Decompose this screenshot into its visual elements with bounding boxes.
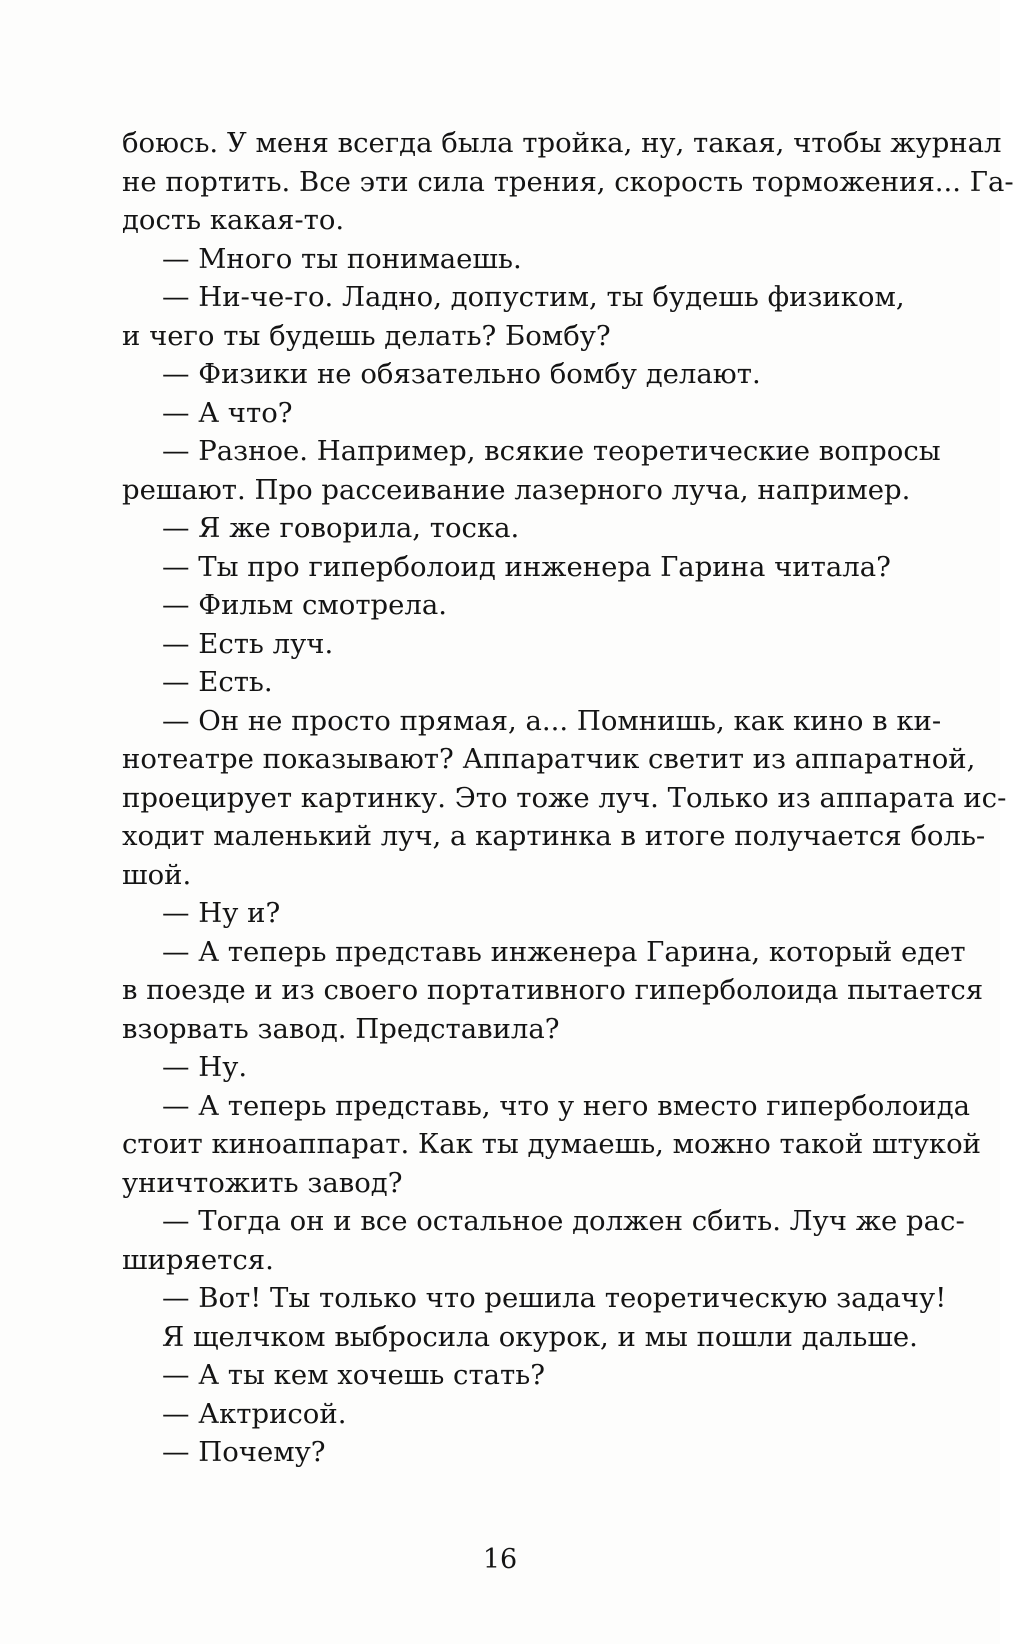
text-line: — Физики не обязательно бомбу делают. bbox=[162, 358, 761, 390]
text-line: — Почему? bbox=[162, 1436, 326, 1468]
text-line: боюсь. У меня всегда была тройка, ну, такая, чтобы журнал bbox=[122, 127, 1002, 159]
text-line: — Фильм смотрела. bbox=[162, 589, 448, 621]
text-line: Я щелчком выбросила окурок, и мы пошли дальше. bbox=[162, 1320, 918, 1353]
text-line: — А теперь представь инженера Гарина, который едет bbox=[162, 935, 966, 968]
text-line: не портить. Все эти сила трения, скорость торможения... Га- bbox=[122, 165, 1014, 198]
text-line: — А теперь представь, что у него вместо гиперболоида bbox=[162, 1089, 971, 1122]
text-line: — А ты кем хочешь стать? bbox=[162, 1359, 545, 1391]
text-line: — Есть. bbox=[162, 666, 273, 698]
text-line: — Ну и? bbox=[162, 897, 281, 929]
text-line: — Много ты понимаешь. bbox=[162, 242, 522, 275]
text-line: — Он не просто прямая, а... Помнишь, как кино в ки- bbox=[162, 704, 942, 737]
text-line: шой. bbox=[122, 858, 192, 891]
text-line: в поезде и из своего портативного гиперболоида пытается bbox=[122, 974, 984, 1006]
page-number: 16 bbox=[482, 1544, 518, 1575]
text-line: — А что? bbox=[162, 396, 293, 429]
text-line: проецирует картинку. Это тоже луч. Только из аппарата ис- bbox=[122, 781, 1007, 814]
text-line: ширяется. bbox=[122, 1243, 274, 1276]
text-line: и чего ты будешь делать? Бомбу? bbox=[122, 319, 611, 352]
text-line: — Ты про гиперболоид инженера Гарина читала? bbox=[162, 550, 891, 583]
page-text bbox=[122, 124, 1014, 1472]
text-line: — Ни-че-го. Ладно, допустим, ты будешь физиком, bbox=[162, 281, 905, 313]
text-line: решают. Про рассеивание лазерного луча, например. bbox=[122, 473, 911, 506]
text-line: нотеатре показывают? Аппаратчик светит из аппаратной, bbox=[122, 743, 976, 775]
text-line: — Я же говорила, тоска. bbox=[162, 512, 520, 544]
text-line: — Ну. bbox=[162, 1051, 248, 1083]
text-line: ходит маленький луч, а картинка в итоге получается боль- bbox=[122, 820, 986, 852]
text-line: — Вот! Ты только что решила теоретическую задачу! bbox=[162, 1282, 947, 1314]
text-line: уничтожить завод? bbox=[122, 1166, 403, 1199]
text-line: — Есть луч. bbox=[162, 627, 334, 660]
text-line: — Разное. Например, всякие теоретические вопросы bbox=[162, 435, 941, 467]
text-line: — Актрисой. bbox=[162, 1397, 347, 1430]
text-line: стоит киноаппарат. Как ты думаешь, можно такой штукой bbox=[122, 1128, 981, 1160]
text-line: — Тогда он и все остальное должен сбить. Луч же рас- bbox=[162, 1205, 965, 1237]
text-line: взорвать завод. Представила? bbox=[122, 1012, 560, 1045]
text-line: дость какая-то. bbox=[122, 204, 345, 236]
